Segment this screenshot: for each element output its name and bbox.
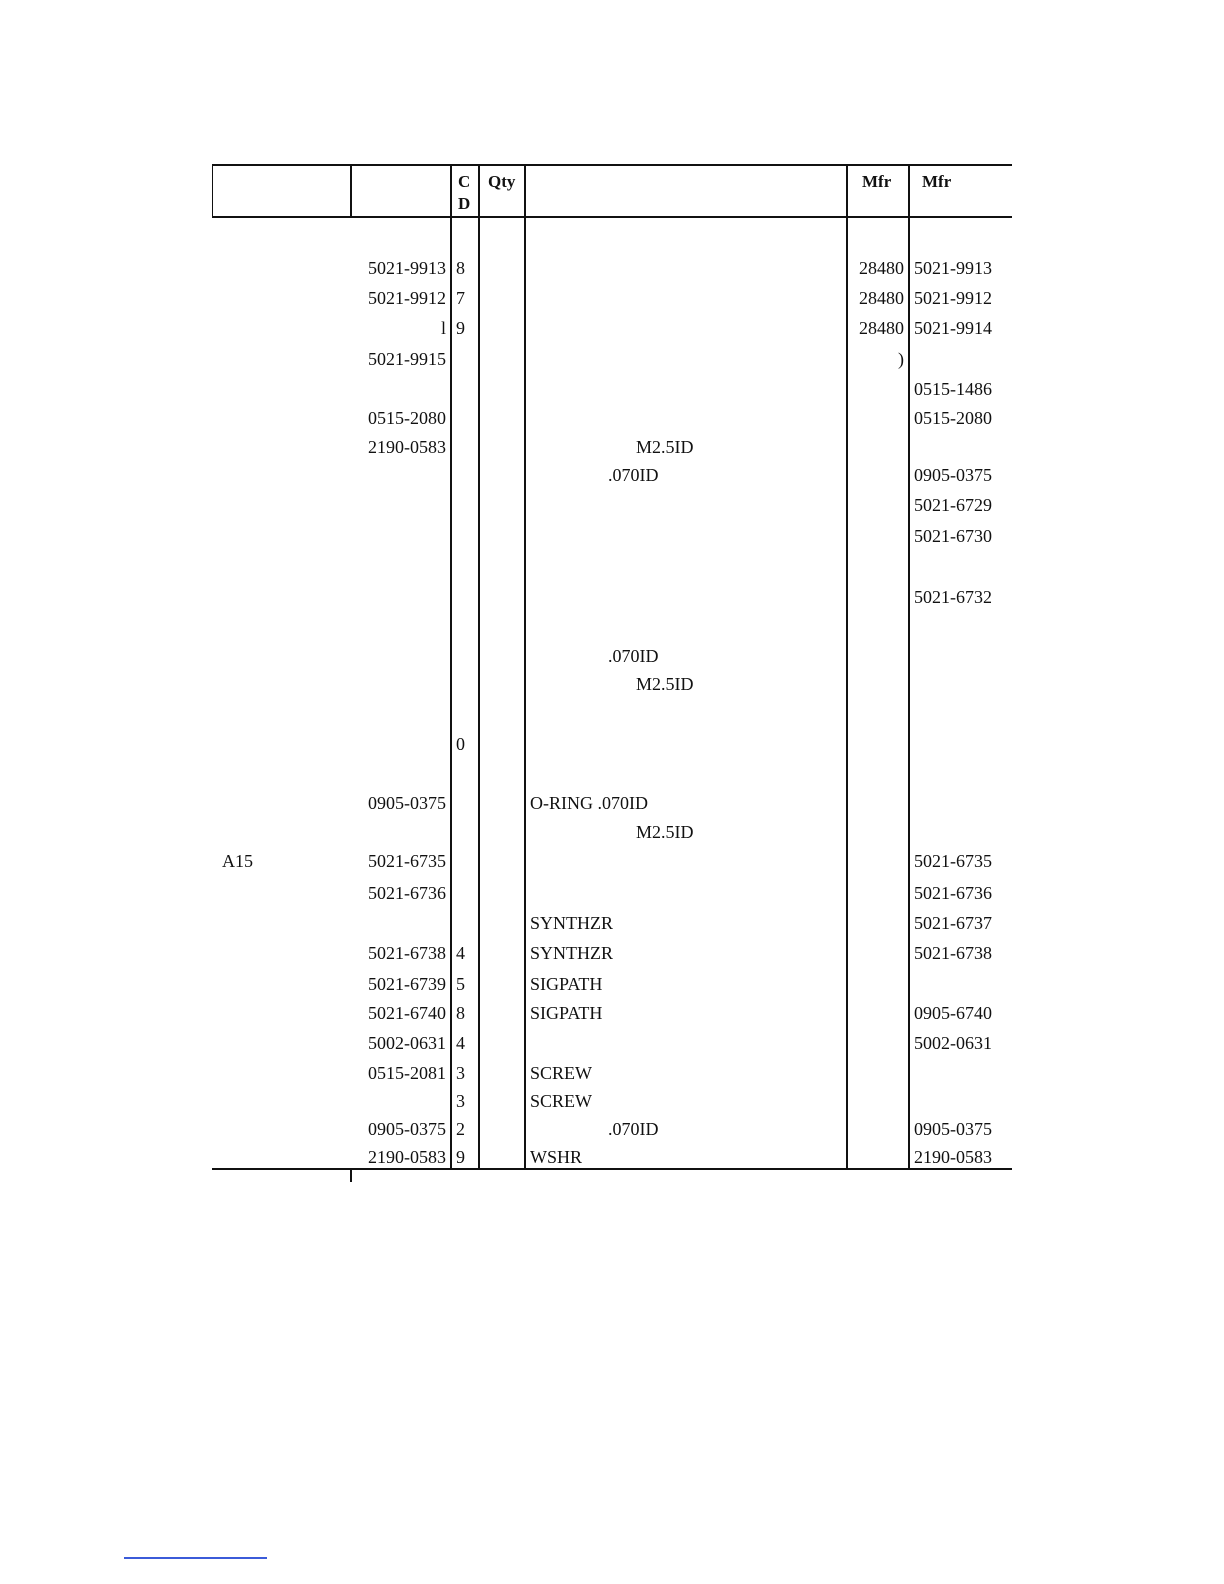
col-divider-3 xyxy=(478,164,480,1170)
table-bottom-border xyxy=(212,1168,1012,1170)
description-cell: SYNTHZR xyxy=(530,943,614,963)
check-digit-cell: 8 xyxy=(456,258,465,278)
col-divider-1-tail xyxy=(350,1168,352,1182)
mfr-code-cell: 28480 xyxy=(859,318,904,338)
mfr-part-cell: 5021-6729 xyxy=(914,495,992,515)
header-mfr-part: Mfr xyxy=(922,172,952,191)
mfr-part-cell: 5002-0631 xyxy=(914,1033,992,1053)
description-cell: .070ID xyxy=(608,465,659,485)
part-number-cell: l xyxy=(440,318,446,338)
description-cell: .070ID xyxy=(608,1119,659,1139)
mfr-code-cell: ) xyxy=(898,349,904,369)
mfr-part-cell: 5021-9913 xyxy=(914,258,992,278)
col-divider-6 xyxy=(908,164,910,1170)
header-cd-top: C xyxy=(458,172,471,191)
description-cell: SIGPATH xyxy=(530,1003,603,1023)
description-cell: O-RING .070ID xyxy=(530,793,648,813)
mfr-part-cell: 5021-9912 xyxy=(914,288,992,308)
header-cd-bottom: D xyxy=(458,194,471,213)
description-cell: SCREW xyxy=(530,1063,593,1083)
mfr-part-cell: 0515-2080 xyxy=(914,408,992,428)
check-digit-cell: 3 xyxy=(456,1063,465,1083)
description-cell: M2.5ID xyxy=(636,437,694,457)
col-divider-2 xyxy=(450,164,452,1170)
col-divider-5 xyxy=(846,164,848,1170)
check-digit-cell: 2 xyxy=(456,1119,465,1139)
table-left-border xyxy=(212,164,213,218)
check-digit-cell: 9 xyxy=(456,318,465,338)
description-cell: SIGPATH xyxy=(530,974,603,994)
check-digit-cell: 7 xyxy=(456,288,465,308)
part-number-cell: 5021-6740 xyxy=(368,1003,446,1023)
check-digit-cell: 4 xyxy=(456,1033,465,1053)
check-digit-cell: 8 xyxy=(456,1003,465,1023)
mfr-part-cell: 5021-9914 xyxy=(914,318,992,338)
mfr-part-cell: 5021-6738 xyxy=(914,943,992,963)
description-cell: .070ID xyxy=(608,646,659,666)
part-number-cell: 0515-2081 xyxy=(368,1063,446,1083)
description-cell: WSHR xyxy=(530,1147,583,1167)
header-bottom-border xyxy=(212,216,1012,218)
mfr-part-cell: 5021-6732 xyxy=(914,587,992,607)
check-digit-cell: 4 xyxy=(456,943,465,963)
description-cell: SCREW xyxy=(530,1091,593,1111)
mfr-part-cell: 0905-6740 xyxy=(914,1003,992,1023)
mfr-part-cell: 0905-0375 xyxy=(914,1119,992,1139)
mfr-part-cell: 5021-6730 xyxy=(914,526,992,546)
description-cell: M2.5ID xyxy=(636,822,694,842)
check-digit-cell: 3 xyxy=(456,1091,465,1111)
header-mfr-code: Mfr xyxy=(862,172,892,191)
part-number-cell: 5021-6735 xyxy=(368,851,446,871)
part-number-cell: 5021-9913 xyxy=(368,258,446,278)
mfr-part-cell: 0905-0375 xyxy=(914,465,992,485)
description-cell: M2.5ID xyxy=(636,674,694,694)
footer-rule xyxy=(124,1557,267,1559)
part-number-cell: 5021-9915 xyxy=(368,349,446,369)
part-number-cell: 5021-9912 xyxy=(368,288,446,308)
mfr-part-cell: 2190-0583 xyxy=(914,1147,992,1167)
mfr-part-cell: 5021-6737 xyxy=(914,913,992,933)
col-divider-1 xyxy=(350,164,352,218)
part-number-cell: 5021-6738 xyxy=(368,943,446,963)
check-digit-cell: 0 xyxy=(456,734,465,754)
col-divider-4 xyxy=(524,164,526,1170)
mfr-part-cell: 5021-6736 xyxy=(914,883,992,903)
part-number-cell: 2190-0583 xyxy=(368,437,446,457)
part-number-cell: 5021-6736 xyxy=(368,883,446,903)
part-number-cell: 0905-0375 xyxy=(368,1119,446,1139)
mfr-part-cell: 0515-1486 xyxy=(914,379,992,399)
mfr-part-cell: 5021-6735 xyxy=(914,851,992,871)
qty-underline xyxy=(490,216,518,218)
table-top-border xyxy=(212,164,1012,166)
part-number-cell: 0905-0375 xyxy=(368,793,446,813)
part-number-cell: 5021-6739 xyxy=(368,974,446,994)
header-qty: Qty xyxy=(488,172,516,191)
part-number-cell: 2190-0583 xyxy=(368,1147,446,1167)
mfr-code-cell: 28480 xyxy=(859,258,904,278)
check-digit-cell: 5 xyxy=(456,974,465,994)
part-number-cell: 0515-2080 xyxy=(368,408,446,428)
check-digit-cell: 9 xyxy=(456,1147,465,1167)
ref-cell: A15 xyxy=(222,851,253,871)
description-cell: SYNTHZR xyxy=(530,913,614,933)
mfr-code-cell: 28480 xyxy=(859,288,904,308)
part-number-cell: 5002-0631 xyxy=(368,1033,446,1053)
